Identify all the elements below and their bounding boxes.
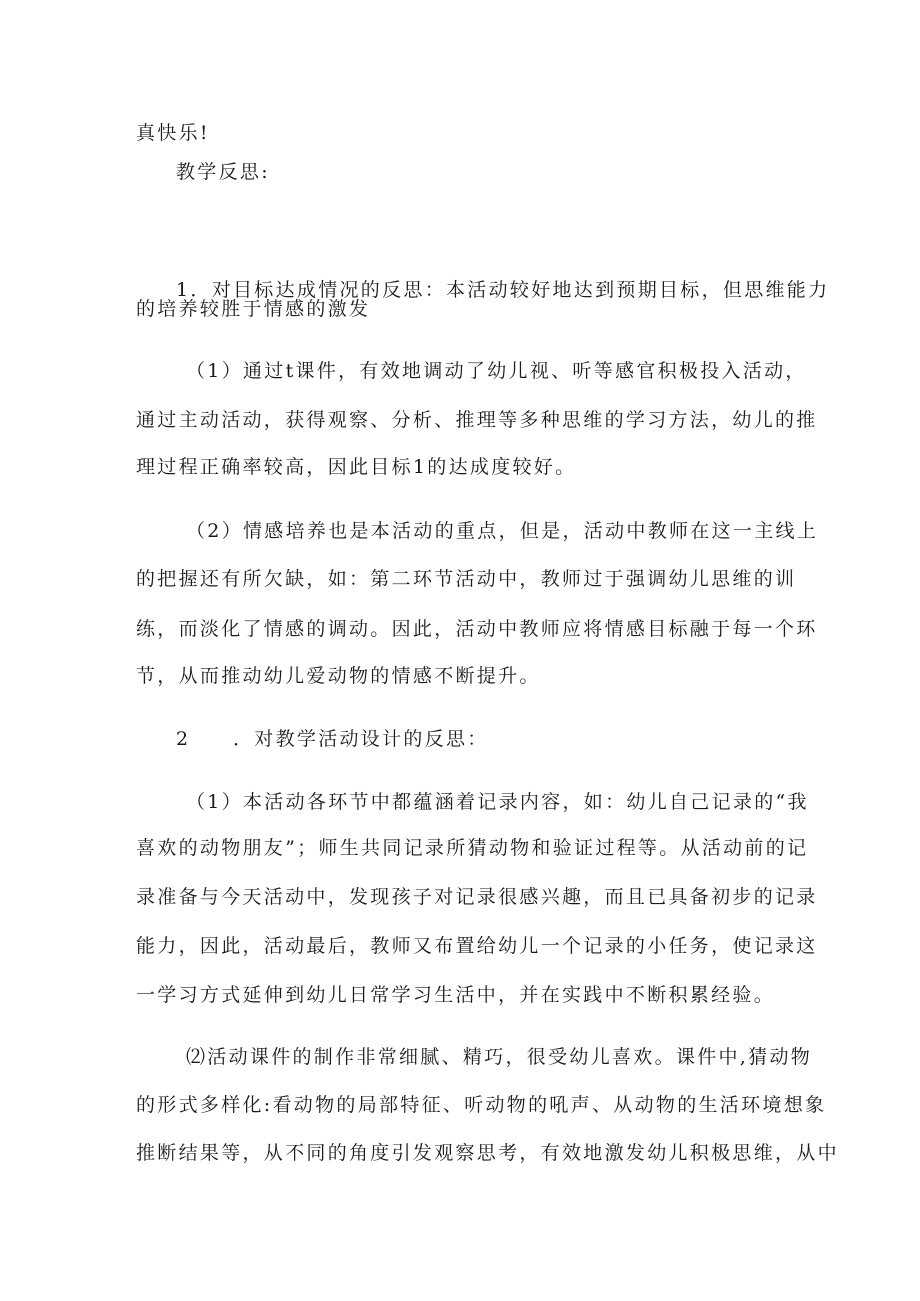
- text-line-19: 的形式多样化:看动物的局部特征、听动物的吼声、从动物的生活环境想象: [136, 1094, 827, 1116]
- text-line-18: ⑵活动课件的制作非常细腻、精巧，很受幼儿喜欢。课件中,猜动物: [186, 1046, 813, 1068]
- text-line-8: （2）情感培养也是本活动的重点，但是，活动中教师在这一主线上: [186, 520, 819, 542]
- text-line-1: 真快乐!: [136, 122, 210, 144]
- text-line-10: 练，而淡化了情感的调动。因此，活动中教师应将情感目标融于每一个环: [136, 618, 818, 640]
- text-line-3: 1．对目标达成情况的反思：本活动较好地达到预期目标，但思维能力: [176, 279, 830, 301]
- text-line-15: 录准备与今天活动中，发现孩子对记录很感兴趣，而且已具备初步的记录: [136, 886, 818, 908]
- text-line-13: （1）本活动各环节中都蕴涵着记录内容，如：幼儿自己记录的“我: [186, 791, 809, 813]
- text-line-16: 能力，因此，活动最后，教师又布置给幼儿一个记录的小任务，使记录这: [136, 935, 818, 957]
- text-line-12: 2 ．对教学活动设计的反思：: [176, 728, 489, 750]
- text-line-20: 推断结果等，从不同的角度引发观察思考，有效地激发幼儿积极思维，从中: [136, 1142, 839, 1164]
- section-heading-reflection: 教学反思:: [176, 161, 270, 183]
- text-line-6: 通过主动活动，获得观察、分析、推理等多种思维的学习方法，幼儿的推: [136, 409, 818, 431]
- text-line-9: 的把握还有所欠缺，如：第二环节活动中，教师过于强调幼儿思维的训: [136, 568, 797, 590]
- text-line-14: 喜欢的动物朋友”；师生共同记录所猜动物和验证过程等。从活动前的记: [136, 837, 809, 859]
- text-line-4: 的培养较胜于情感的激发: [136, 298, 371, 320]
- text-line-5: （1）通过t课件，有效地调动了幼儿视、听等感官积极投入活动，: [186, 360, 807, 382]
- text-line-7: 理过程正确率较高，因此目标1的达成度较好。: [136, 456, 577, 478]
- text-line-11: 节，从而推动幼儿爱动物的情感不断提升。: [136, 665, 541, 687]
- text-line-17: 一学习方式延伸到幼儿日常学习生活中，并在实践中不断积累经验。: [136, 984, 776, 1006]
